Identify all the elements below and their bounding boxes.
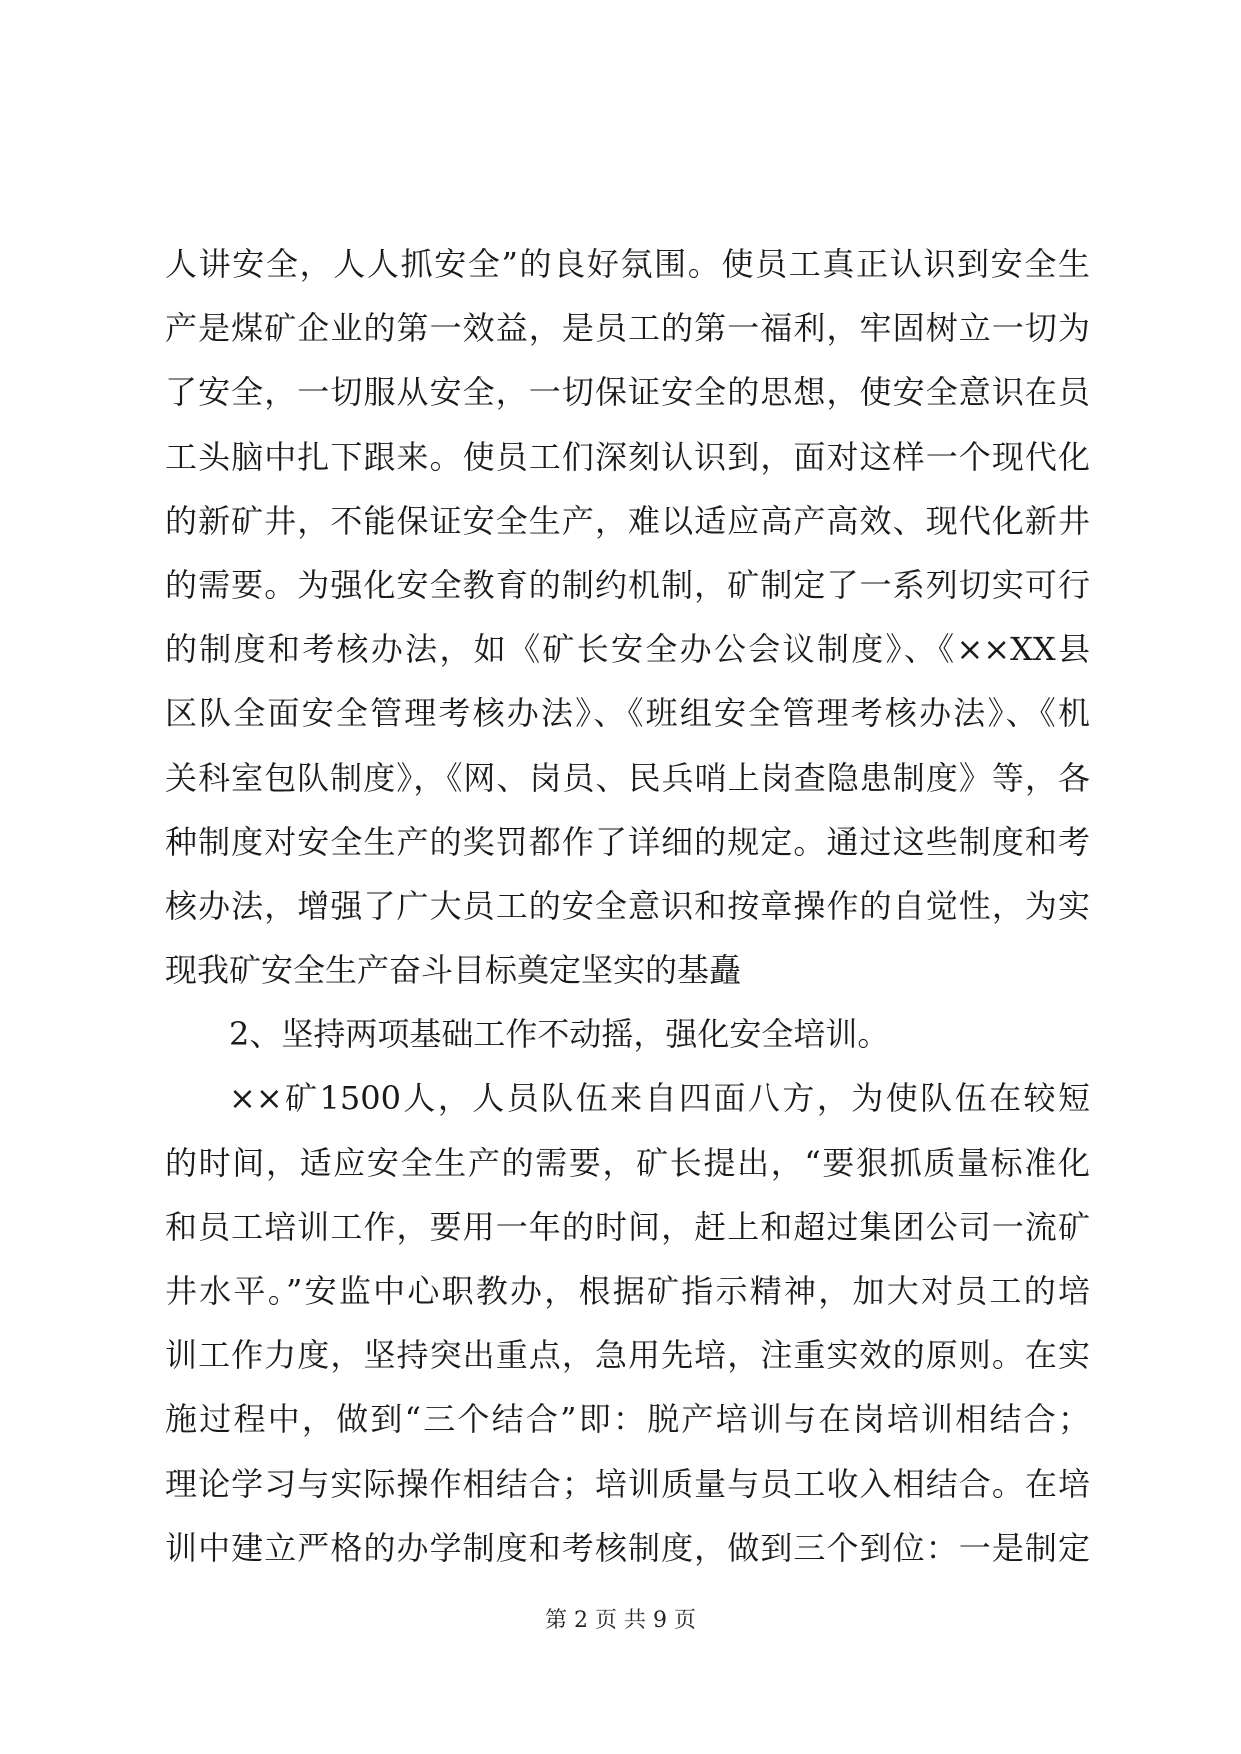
text-line: 的需要。为强化安全教育的制约机制，矿制定了一系列切实可行 (165, 565, 1090, 604)
text-line: 施过程中，做到“三个结合”即：脱产培训与在岗培训相结合； (165, 1400, 1090, 1439)
text-line: 区队全面安全管理考核办法》、《班组安全管理考核办法》、《机 (165, 694, 1090, 733)
text-line: 的制度和考核办法，如《矿长安全办公会议制度》、《××XX县 (165, 630, 1090, 669)
text-line: 理论学习与实际操作相结合；培训质量与员工收入相结合。在培 (165, 1464, 1090, 1503)
text-line: 工头脑中扎下跟来。使员工们深刻认识到，面对这样一个现代化 (165, 437, 1090, 476)
text-line: 的时间，适应安全生产的需要，矿长提出，“要狠抓质量标准化 (165, 1143, 1090, 1182)
page-number-footer: 第 2 页 共 9 页 (545, 1608, 696, 1633)
text-line: 的新矿井，不能保证安全生产，难以适应高产高效、现代化新井 (165, 501, 1090, 540)
text-line: 产是煤矿企业的第一效益，是员工的第一福利，牢固树立一切为 (165, 309, 1090, 348)
text-line: 和员工培训工作，要用一年的时间，赶上和超过集团公司一流矿 (165, 1207, 1090, 1246)
text-line: 人讲安全，人人抓安全”的良好氛围。使员工真正认识到安全生 (165, 245, 1090, 283)
text-line: 核办法，增强了广大员工的安全意识和按章操作的自觉性，为实 (165, 886, 1090, 925)
text-line: ××矿1500人，人员队伍来自四面八方，为使队伍在较短 (229, 1079, 1090, 1118)
section-heading: 2、坚持两项基础工作不动摇，强化安全培训。 (229, 1015, 890, 1054)
text-line: 井水平。”安监中心职教办，根据矿指示精神，加大对员工的培 (165, 1272, 1090, 1310)
document-body (165, 232, 1090, 1580)
text-line: 种制度对安全生产的奖罚都作了详细的规定。通过这些制度和考 (165, 822, 1090, 861)
text-line: 训中建立严格的办学制度和考核制度，做到三个到位：一是制定 (165, 1528, 1090, 1567)
text-line: 关科室包队制度》，《网、岗员、民兵哨上岗查隐患制度》等，各 (165, 758, 1090, 797)
text-line: 现我矿安全生产奋斗目标奠定坚实的基矗 (165, 951, 742, 990)
text-line: 了安全，一切服从安全，一切保证安全的思想，使安全意识在员 (165, 373, 1090, 412)
text-line: 训工作力度，坚持突出重点，急用先培，注重实效的原则。在实 (165, 1336, 1090, 1375)
